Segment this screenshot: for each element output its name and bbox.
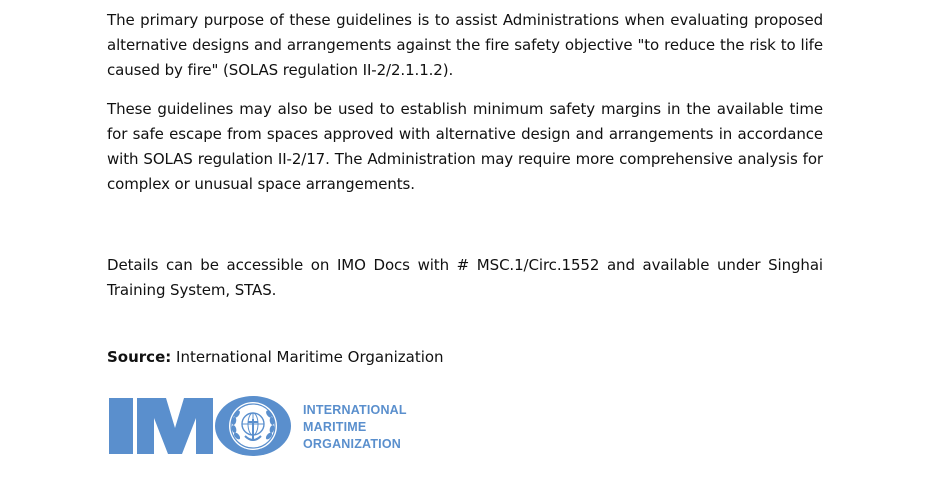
source-value: International Maritime Organization [176,348,444,366]
imo-logo-mark [108,394,298,458]
source-line [107,345,823,370]
paragraph-purpose: The primary purpose of these guidelines is to assist Administrations when evaluating proposed alternative designs and arrangements against the fire safety objective "to reduce the risk to life caused by fire" (SOLAS regulation II-2/2.1.1.2). [107,11,823,79]
source-label: Source: [107,348,172,366]
logo-letter-i [109,398,133,454]
logo-name-line: INTERNATIONAL [303,403,407,417]
document-body [107,8,823,370]
paragraph-safety-margins: These guidelines may also be used to establish minimum safety margins in the available time for safe escape from spaces approved with alternative design and arrangements in accordance with SOLAS regulation II-2/17. The Administration may require more comprehensive analysis for complex or unusual space arrangements. [107,100,823,193]
logo-organization-name [303,402,407,453]
logo-name-line: MARITIME [303,420,367,434]
imo-logo [108,394,428,458]
paragraph-details: Details can be accessible on IMO Docs with # MSC.1/Circ.1552 and available under Singhai Training System, STAS. [107,256,823,299]
logo-letter-m [137,398,213,454]
logo-name-line: ORGANIZATION [303,437,401,451]
